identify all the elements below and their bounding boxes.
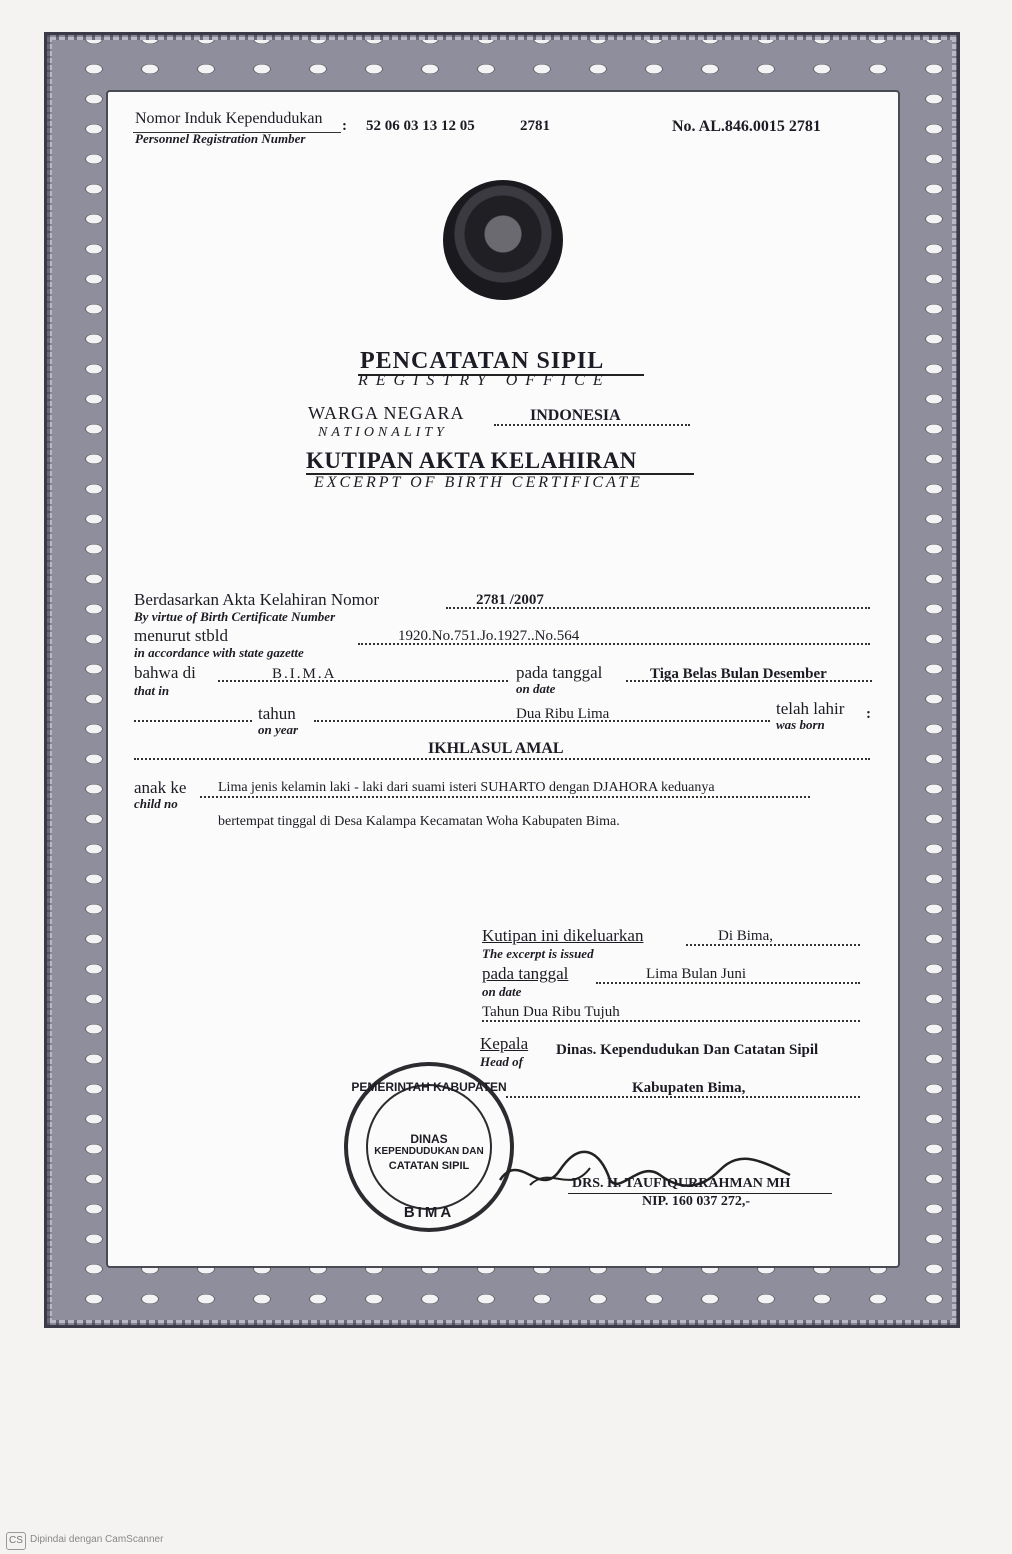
camscanner-logo-icon: CS bbox=[6, 1532, 26, 1550]
head-label-en: Head of bbox=[480, 1054, 523, 1069]
official-name: DRS. H. TAUFIQURRAHMAN MH bbox=[572, 1176, 791, 1191]
child-label-en: child no bbox=[134, 796, 178, 811]
born-label-en: was born bbox=[776, 717, 825, 732]
place-label-en: that in bbox=[134, 683, 170, 698]
stamp-line-3: CATATAN SIPIL bbox=[388, 1160, 470, 1172]
child-details: Lima jenis kelamin laki - laki dari suami isteri SUHARTO dengan DJAHORA keduanya bbox=[218, 780, 715, 795]
date-label: pada tanggal bbox=[516, 663, 603, 682]
official-nip: NIP. 160 037 272,- bbox=[642, 1194, 750, 1209]
cert-no-value: 2781 /2007 bbox=[476, 592, 544, 608]
stbld-label-en: in accordance with state gazette bbox=[134, 645, 304, 660]
issued-label: Kutipan ini dikeluarkan bbox=[482, 926, 644, 945]
issue-date-label-en: on date bbox=[482, 984, 522, 999]
name-dots bbox=[134, 758, 870, 760]
document-number: No. AL.846.0015 2781 bbox=[672, 118, 821, 135]
official-stamp bbox=[344, 1062, 514, 1232]
office-title: PENCATATAN SIPIL bbox=[360, 348, 605, 374]
issue-date-label: pada tanggal bbox=[482, 964, 569, 983]
issued-label-en: The excerpt is issued bbox=[482, 946, 594, 961]
nationality-label: WARGA NEGARA bbox=[308, 403, 465, 423]
stamp-top-text: PEMERINTAH KABUPATEN bbox=[351, 1080, 507, 1094]
nik-suffix: 2781 bbox=[520, 118, 550, 134]
child-dots bbox=[200, 796, 810, 798]
year-label-en: on year bbox=[258, 722, 299, 737]
certificate-title: KUTIPAN AKTA KELAHIRAN bbox=[306, 448, 637, 473]
issue-date-value: Lima Bulan Juni bbox=[646, 966, 746, 982]
stbld-label: menurut stbld bbox=[134, 626, 228, 645]
place-dots bbox=[218, 680, 508, 682]
date-label-en: on date bbox=[516, 681, 556, 696]
place-value: B.I.M.A bbox=[272, 666, 337, 682]
nationality-label-en: NATIONALITY bbox=[318, 425, 448, 440]
residence-text: bertempat tinggal di Desa Kalampa Kecamatan Woha Kabupaten Bima. bbox=[218, 814, 620, 829]
cert-no-label: Berdasarkan Akta Kelahiran Nomor bbox=[134, 590, 379, 609]
born-label: telah lahir bbox=[776, 699, 845, 718]
date-value: Tiga Belas Bulan Desember bbox=[650, 666, 827, 682]
issue-year-value: Tahun Dua Ribu Tujuh bbox=[482, 1004, 620, 1020]
child-label: anak ke bbox=[134, 778, 187, 797]
regency-value: Kabupaten Bima, bbox=[632, 1080, 746, 1096]
stamp-line-2: KEPENDUDUKAN DAN bbox=[374, 1146, 484, 1157]
nik-value: 52 06 03 13 12 05 bbox=[366, 118, 475, 134]
camscanner-footer-text: Dipindai dengan CamScanner bbox=[30, 1534, 164, 1545]
office-title-en: REGISTRY OFFICE bbox=[358, 372, 611, 389]
nik-label: Nomor Induk Kependudukan bbox=[135, 110, 323, 127]
certificate-title-en: EXCERPT OF BIRTH CERTIFICATE bbox=[314, 474, 643, 491]
issued-value: Di Bima, bbox=[718, 928, 773, 944]
born-colon: : bbox=[866, 706, 871, 722]
cert-no-label-en: By virtue of Birth Certificate Number bbox=[134, 609, 336, 624]
head-value: Dinas. Kependudukan Dan Catatan Sipil bbox=[556, 1042, 819, 1058]
garuda-emblem-icon bbox=[443, 180, 563, 300]
nik-colon: : bbox=[342, 118, 347, 134]
issued-dots bbox=[686, 944, 860, 946]
head-label: Kepala bbox=[480, 1034, 529, 1053]
year-label: tahun bbox=[258, 704, 296, 723]
nationality-value: INDONESIA bbox=[530, 407, 621, 424]
stbld-value: 1920.No.751.Jo.1927..No.564 bbox=[398, 628, 580, 644]
year-value: Dua Ribu Lima bbox=[516, 706, 610, 722]
stamp-bottom-text: BIMA bbox=[403, 1204, 455, 1221]
child-name: IKHLASUL AMAL bbox=[428, 740, 564, 757]
nik-label-en: Personnel Registration Number bbox=[135, 131, 306, 146]
nik-label-underline bbox=[133, 114, 341, 133]
place-label: bahwa di bbox=[134, 663, 196, 682]
stamp-line-1: DINAS bbox=[410, 1132, 448, 1146]
year-lead-dots bbox=[134, 720, 252, 722]
